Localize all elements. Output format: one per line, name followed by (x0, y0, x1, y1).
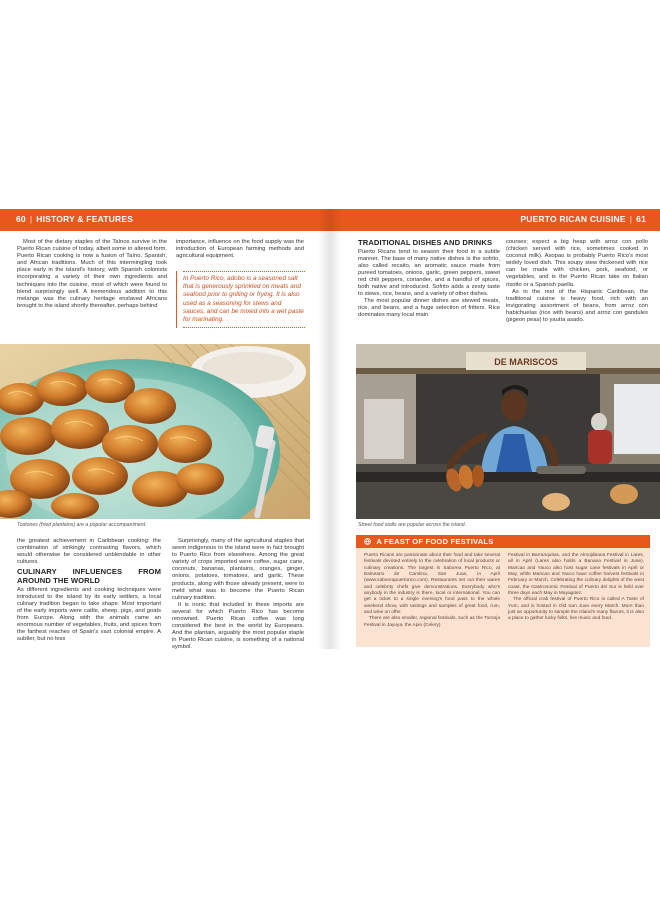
right-section-title: PUERTO RICAN CUISINE (520, 214, 626, 224)
pull-quote-rule (183, 327, 305, 328)
left-section-title: HISTORY & FEATURES (36, 214, 134, 224)
left-lower-column-1 (17, 538, 161, 643)
paragraph: The most popular dinner dishes are stewed meats, rice, and beans, and a huge selection of fritters. Rice dominates many local main (358, 298, 500, 319)
right-page-number: 61 (636, 214, 646, 224)
paragraph: courses; expect a big heap with arroz con pollo (chicken served with rice, sometimes cooked in coconut milk). Asopao is probably Puerto Rico's most widely loved dish. This soupy stew thickened with rice can be made with chicken, pork, seafood, or vegetables, and is the Puerto Rican take on Italian risotto or a Spanish paella. (506, 239, 648, 288)
plantains-illustration (0, 344, 310, 519)
paragraph: Surprisingly, many of the agricultural staples that seem indigenous to the island were in fact brought to Puerto Rico from elsewhere. Among the great variety of crops imported were coffee, sugar cane, coconuts, bananas, plantains, oranges, ginger, onions, potatoes, tomatoes, and garlic. These products, along with those already present, were to meld what was to become the Puerto Rican culinary tradition. (172, 538, 304, 601)
food-festivals-sidebar (356, 535, 650, 647)
right-page (330, 209, 660, 649)
left-photo-caption: Tostones (fried plantains) are a popular accompaniment. (17, 522, 147, 528)
paragraph: As different ingredients and cooking techniques were introduced to the island by its early settlers, a local culinary tradition began to take shape. Most important of the early imports were cattle, sheep, pigs, and goats from Europe. Along with the animals came an enormous number of vegetables, fruits, and spices from the farthest reaches of Spain's vast colonial empire. A subtler, but no less (17, 586, 161, 643)
street-food-photo (356, 344, 660, 519)
right-header-separator: | (629, 214, 633, 224)
stall-sign-text: DE MARISCOS (494, 357, 558, 367)
sidebar-column-1 (364, 553, 500, 629)
left-page-number: 60 (16, 214, 26, 224)
sidebar-title-bar (356, 535, 650, 548)
paragraph: Puerto Ricans tend to season their food in a subtle manner. The base of many native dishes is the sofrito, also called recaito, an aromatic sauce made from pureed tomatoes, onions, garlic, green peppers, sweet red chili peppers, coriander, and a handful of spices, both native and introduced. Sofrito adds a zesty taste to stews, rice, beans, and a variety of other dishes. (358, 248, 500, 298)
paragraph: There are also smaller, regional festivals, such as the Toronja Festival in Jayuya, the Apio (Celery) (364, 616, 500, 628)
left-header-separator: | (29, 214, 33, 224)
fried-plantains-photo (0, 344, 310, 519)
left-header-bar (0, 209, 330, 231)
street-food-illustration (356, 344, 660, 519)
left-lower-column-2 (172, 538, 304, 652)
right-upper-column-1 (358, 239, 500, 320)
paragraph: As in the rest of the Hispanic Caribbean, the traditional cuisine is heavy food, rich with an invigorating assortment of beans, from arroz con habichuelas (rice with beans) and arroz con gandules (pigeon peas) to yautía asado. (506, 288, 648, 324)
paragraph: Most of the dietary staples of the Taínos survive in the Puerto Rican cuisine of today, albeit some in altered form. Puerto Rican cooking is now a fusion of Taíno, Spanish, and African traditions. Much of this intermingling took place early in the island's history, with Spanish colonists incorporating a variety of their own ingredients and techniques into the cuisine, most of which were found to blend surprisingly well. A tremendous addition to this melange was the culinary heritage enslaved Africans brought to the island shortly thereafter, perhaps behind (17, 239, 167, 309)
right-header-bar (330, 209, 660, 231)
left-running-head (16, 214, 133, 224)
paragraph: importance, influence on the food supply was the introduction of European farming methods and agricultural equipment. (176, 239, 304, 260)
left-page (0, 209, 330, 649)
right-photo-caption: Street food stalls are popular across the island. (358, 522, 467, 528)
section-heading: TRADITIONAL DISHES AND DRINKS (358, 238, 493, 247)
paragraph: Festival in Barranquitas, and the Almojábana Festival in Lares, all in April (Lares also holds a Banana Festival in June). Maricao and Yauco also host sugar cane festivals in April or May, while Maricao and Yauco have coffee harvest festivals in February or March. Celebrating the culinary delights of the west coast, the Gastronomic Festival of Puerto del Sur is held over three days each May in Mayagüez. (508, 553, 644, 597)
paragraph: It is ironic that included in these imports are several for which Puerto Rico has become renowned. Puerto Rican coffee was long considered the best in the world by Europeans. And the plantain, arguably the most popular staple in Puerto Rican cuisine, is something of a national symbol. (172, 601, 304, 651)
sidebar-title: A FEAST OF FOOD FESTIVALS (376, 537, 494, 546)
pull-quote (176, 271, 305, 328)
left-upper-column-1 (17, 239, 167, 310)
paragraph: The official crab festival of Puerto Rico is called A Taste of Yum, and is hosted in Old San Juan every March. More than just an opportunity to sample the island's many flavors, it is also a place to gather lucky folks, live music and food. (508, 597, 644, 622)
paragraph: Puerto Ricans are passionate about their food and take several festivals devoted entirely to the celebration of local products or culinary creations. The largest is Saborea Puerto Rico, at Balneario de Carolina, San Juan, in April (www.saboreapuertorico.com). Restaurants set out their wares and celebrity chefs give demonstrations. Everybody who's anybody in the industry is there, local or international. You can get a ticket to a single evening's food pass to the whole weekend show, with tastings and samples of great food, rum, and wine on offer. (364, 553, 500, 616)
globe-icon (364, 537, 373, 546)
sidebar-column-2 (508, 553, 644, 623)
right-running-head (520, 214, 646, 224)
left-upper-column-2 (176, 239, 304, 260)
section-heading: CULINARY INFLUENCES FROM AROUND THE WORLD (17, 567, 161, 585)
right-upper-column-2 (506, 239, 648, 324)
paragraph: the greatest achievement in Caribbean cooking: the combination of strikingly contrasting flavors, which would otherwise be considered unblendable in other cultures. (17, 538, 161, 566)
pull-quote-text: In Puerto Rico, adobo is a seasoned salt that is generously sprinkled on meats and seafood prior to grilling or frying. It is also used as a seasoning for stews and sauces, and can be mixed into a wet paste for marinating. (183, 275, 304, 324)
